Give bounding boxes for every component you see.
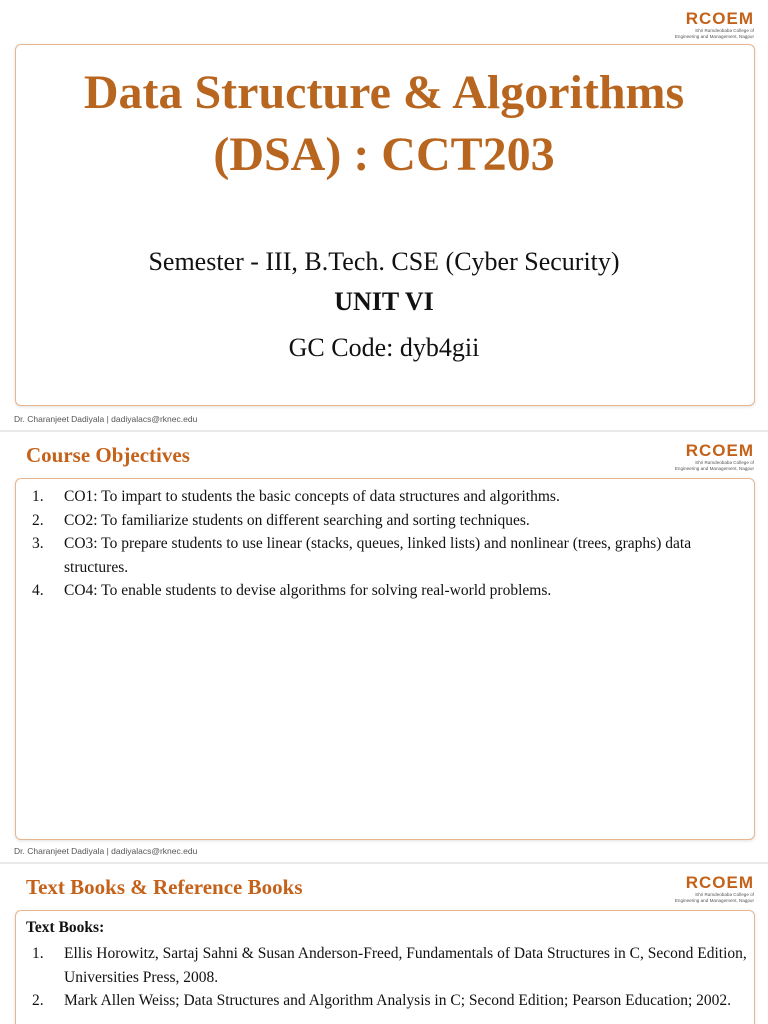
page-title — [0, 62, 768, 186]
slide-course-objectives — [0, 432, 768, 864]
list-text: Mark Allen Weiss; Data Structures and Algorithm Analysis in C; Second Edition; Pearson Education; 2002. — [64, 992, 732, 1009]
list-text: Ellis Horowitz, Sartaj Sahni & Susan Anderson-Freed, Fundamentals of Data Structures in C, Second Edition, Universities Press, 2008. — [64, 945, 747, 986]
list-item — [16, 942, 748, 989]
logo-text: RCOEM — [685, 873, 754, 892]
logo-subtext: Engineering and Management, Nagpur — [674, 465, 754, 471]
books-content — [16, 919, 748, 1013]
list-number: 1. — [32, 945, 44, 962]
objectives-content — [16, 485, 748, 603]
section-heading: Course Objectives — [26, 443, 190, 467]
list-item — [16, 485, 748, 509]
list-item — [16, 579, 748, 603]
semester-text: Semester - III, B.Tech. CSE (Cyber Security) — [148, 247, 620, 276]
logo-subtext: Shri Ramdeobaba College of — [695, 892, 754, 897]
list-text: CO2: To familiarize students on different searching and sorting techniques. — [64, 511, 530, 529]
rcoem-logo — [674, 10, 754, 39]
title-line-2: (DSA) : CCT203 — [213, 128, 555, 181]
list-item — [16, 989, 748, 1013]
list-number: 1. — [32, 488, 44, 505]
list-item — [16, 532, 748, 579]
slide-footer: Dr. Charanjeet Dadiyala | dadiyalacs@rknec.edu — [14, 846, 198, 856]
list-number: 3. — [32, 535, 44, 552]
list-number: 2. — [32, 511, 44, 529]
gc-code-text: GC Code: dyb4gii — [288, 333, 480, 362]
logo-subtext: Shri Ramdeobaba College of — [695, 28, 754, 33]
slide-text-books — [0, 864, 768, 1024]
text-books-label: Text Books: — [26, 919, 105, 936]
logo-subtext: Engineering and Management, Nagpur — [674, 33, 754, 39]
logo-subtext: Engineering and Management, Nagpur — [674, 897, 754, 903]
list-text: CO3: To prepare students to use linear (stacks, queues, linked lists) and nonlinear (trees, graphs) data structures. — [64, 535, 692, 576]
logo-subtext: Shri Ramdeobaba College of — [695, 460, 754, 465]
objectives-list — [16, 485, 748, 603]
slide-footer: Dr. Charanjeet Dadiyala | dadiyalacs@rknec.edu — [14, 414, 198, 424]
unit-text: UNIT VI — [334, 287, 434, 316]
list-item — [16, 509, 748, 533]
list-text: CO4: To enable students to devise algorithms for solving real-world problems. — [64, 582, 552, 599]
logo-text: RCOEM — [685, 441, 754, 460]
logo-text: RCOEM — [685, 9, 754, 28]
rcoem-logo — [674, 874, 754, 903]
title-line-1: Data Structure & Algorithms — [83, 66, 685, 119]
list-text: CO1: To impart to students the basic concepts of data structures and algorithms. — [64, 488, 560, 505]
section-heading: Text Books & Reference Books — [26, 875, 303, 899]
rcoem-logo — [674, 442, 754, 471]
list-number: 4. — [32, 582, 44, 599]
books-list — [16, 942, 748, 1013]
slide-title — [0, 0, 768, 432]
list-number: 2. — [32, 992, 44, 1009]
